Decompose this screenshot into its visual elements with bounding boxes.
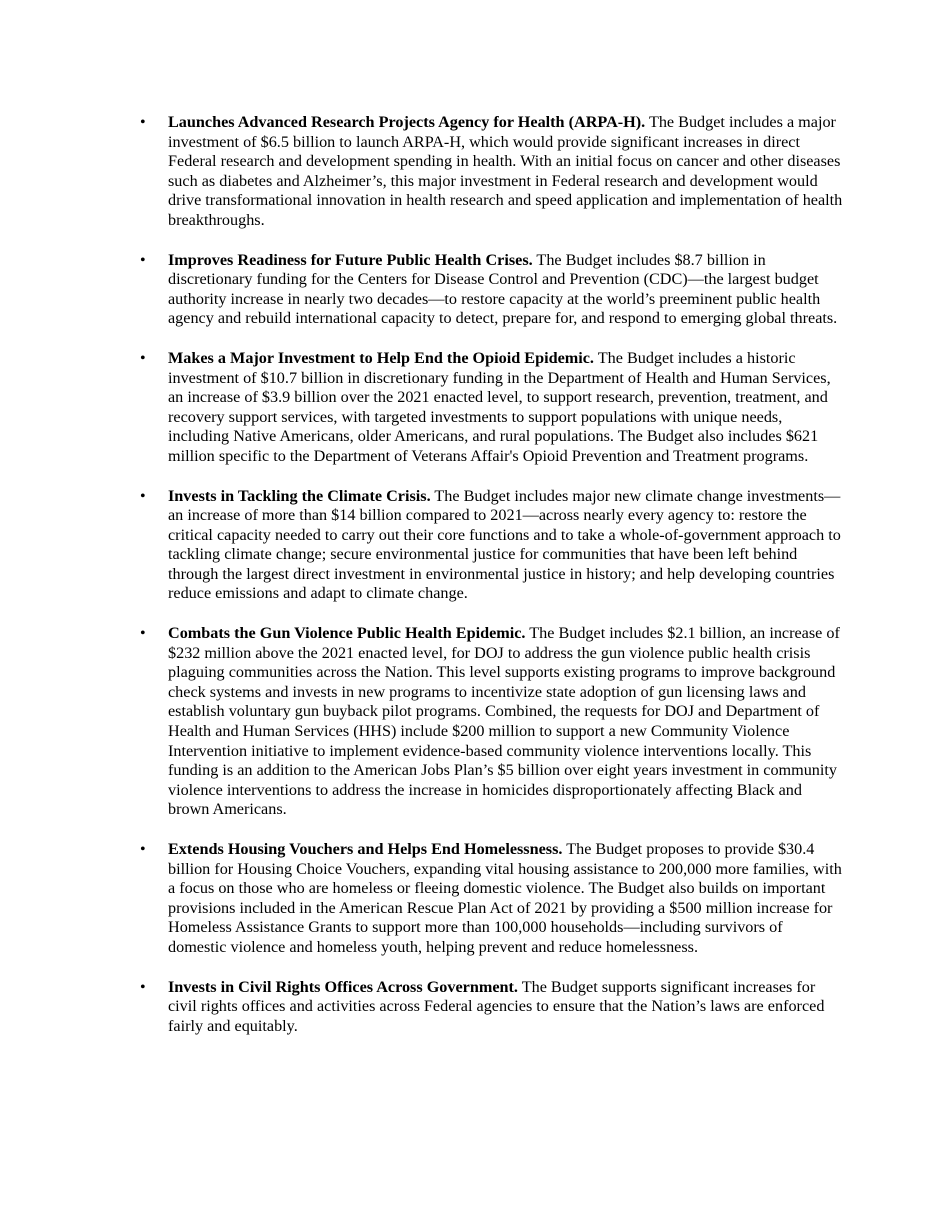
list-item-arpa-h (0, 113, 950, 231)
list-item-title: Launches Advanced Research Projects Agency for Health (ARPA-H). (168, 113, 646, 131)
list-item-body (168, 840, 843, 958)
list-item-title: Extends Housing Vouchers and Helps End Homelessness. (168, 840, 563, 858)
bullet-list (0, 113, 950, 1056)
list-item-body (168, 251, 843, 329)
list-item-climate-crisis (0, 487, 950, 605)
list-item-gun-violence (0, 624, 950, 820)
list-item-housing-vouchers (0, 840, 950, 958)
list-item-body (168, 624, 843, 820)
list-item-body (168, 113, 843, 231)
bullet-icon: • (140, 349, 146, 367)
list-item-civil-rights (0, 978, 950, 1037)
list-item-title: Combats the Gun Violence Public Health Epidemic. (168, 624, 526, 643)
list-item-opioid-epidemic (0, 349, 950, 467)
bullet-icon: • (140, 625, 146, 643)
list-item-title: Invests in Tackling the Climate Crisis. (168, 486, 431, 505)
bullet-icon: • (140, 114, 146, 131)
list-item-body (168, 349, 843, 467)
list-item-text: The Budget includes major new climate change investments—an increase of more than $14 billion compared to 2021—across nearly every agency to: restore the critical capacity needed to carry out their core functions and to take a whole-of-government approach to tackling climate change; secure environmental justice for communities that have been left behind through the largest direct investment in environmental justice in history; and help developing countries reduce emissions and adapt to climate change. (168, 486, 841, 603)
list-item-body (168, 978, 843, 1037)
list-item-text: The Budget supports significant increases for civil rights offices and activities across Federal agencies to ensure that the Nation’s laws are enforced fairly and equitably. (168, 977, 825, 1035)
bullet-icon: • (140, 487, 146, 505)
list-item-text: The Budget proposes to provide $30.4 billion for Housing Choice Vouchers, expanding vital housing assistance to 200,000 more families, with a focus on those who are homeless or fleeing domestic violence. The Budget also builds on important provisions included in the American Rescue Plan Act of 2021 by providing a $500 million increase for Homeless Assistance Grants to support more than 100,000 households—including survivors of domestic violence and homeless youth, helping prevent and reduce homelessness. (168, 840, 842, 956)
list-item-public-health-readiness (0, 251, 950, 329)
list-item-body (168, 487, 843, 605)
bullet-icon: • (140, 251, 146, 269)
list-item-text: The Budget includes $2.1 billion, an increase of $232 million above the 2021 enacted level, for DOJ to address the gun violence public health crisis plaguing communities across the Nation. This level supports existing programs to improve background check systems and invests in new programs to incentivize state adoption of gun licensing laws and establish voluntary gun buyback pilot programs. Combined, the requests for DOJ and Department of Health and Human Services (HHS) include $200 million to support a new Community Violence Intervention initiative to implement evidence-based community violence interventions locally. This funding is an addition to the American Jobs Plan’s $5 billion over eight years investment in community violence interventions to address the increase in homicides disproportionately affecting Black and brown Americans. (168, 624, 840, 819)
list-item-title: Makes a Major Investment to Help End the Opioid Epidemic. (168, 348, 594, 367)
list-item-title: Improves Readiness for Future Public Health Crises. (168, 250, 533, 269)
list-item-text: The Budget includes $8.7 billion in discretionary funding for the Centers for Disease Control and Prevention (CDC)—the largest budget authority increase in nearly two decades—to restore capacity at the world’s preeminent public health agency and rebuild international capacity to detect, prepare for, and respond to emerging global threats. (168, 250, 838, 328)
list-item-title: Invests in Civil Rights Offices Across Government. (168, 977, 518, 996)
bullet-icon: • (140, 978, 146, 996)
bullet-icon: • (140, 841, 146, 858)
list-item-text: The Budget includes a historic investment of $10.7 billion in discretionary funding in the Department of Health and Human Services, an increase of $3.9 billion over the 2021 enacted level, to support research, prevention, treatment, and recovery support services, with targeted investments to support populations with unique needs, including Native Americans, older Americans, and rural populations. The Budget also includes $621 million specific to the Department of Veterans Affair's Opioid Prevention and Treatment programs. (168, 348, 831, 465)
list-item-text: The Budget includes a major investment of $6.5 billion to launch ARPA-H, which would provide significant increases in direct Federal research and development spending in health. With an initial focus on cancer and other diseases such as diabetes and Alzheimer’s, this major investment in Federal research and development would drive transformational innovation in health research and speed application and implementation of health breakthroughs. (168, 113, 843, 229)
